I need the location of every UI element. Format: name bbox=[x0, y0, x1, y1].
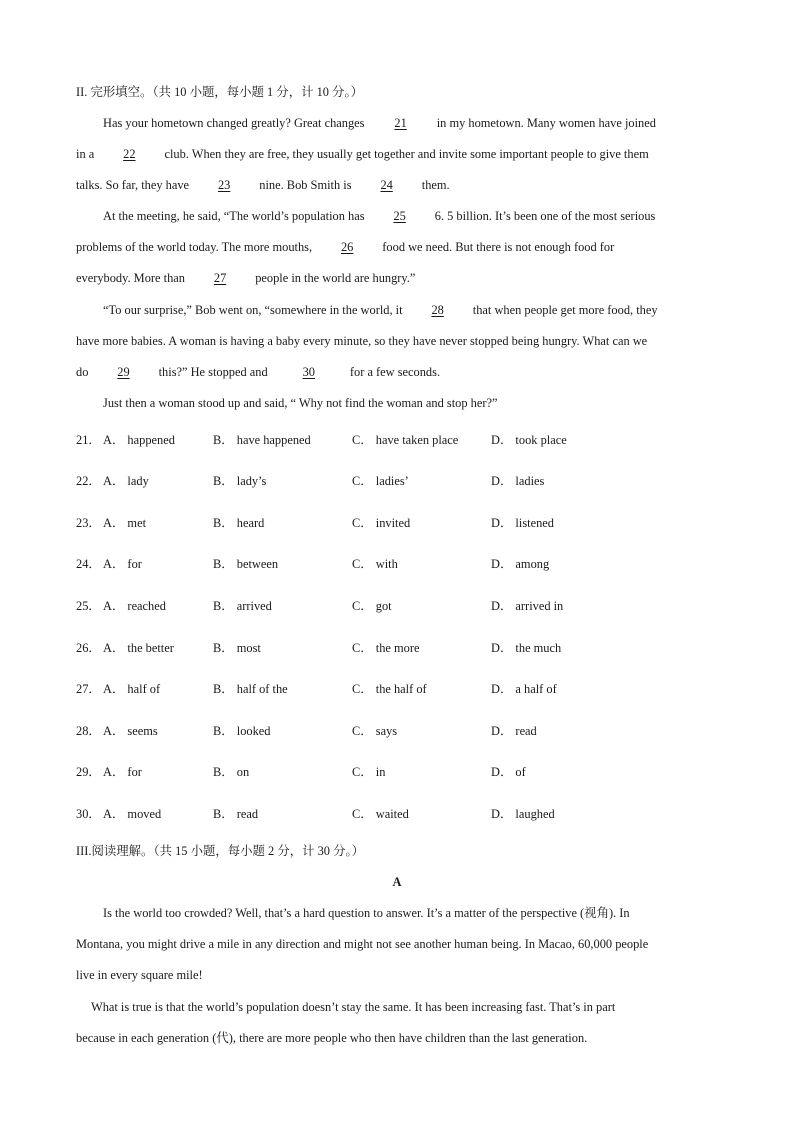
passage-line bbox=[76, 146, 718, 162]
passage-text: in a bbox=[76, 147, 95, 161]
passage-text: food we need. But there is not enough food for bbox=[382, 240, 615, 254]
passage-line bbox=[76, 364, 718, 380]
option-d[interactable]: D． the much bbox=[491, 641, 562, 655]
passage-text: At the meeting, he said, “The world’s population has bbox=[103, 209, 365, 223]
reading-line: Montana, you might drive a mile in any direction and might not see another human being. In Macao, 60,000 people bbox=[76, 937, 649, 951]
passage-text: for a few seconds. bbox=[349, 365, 441, 379]
option-d[interactable]: D． a half of bbox=[491, 682, 557, 696]
option-b[interactable]: B． between bbox=[213, 557, 279, 571]
option-b[interactable]: B． half of the bbox=[213, 682, 288, 696]
passage-text: this?” He stopped and bbox=[158, 365, 268, 379]
passage-text: do bbox=[76, 365, 89, 379]
passage-line bbox=[103, 115, 718, 131]
passage-text: “To our surprise,” Bob went on, “somewhere in the world, it bbox=[103, 303, 403, 317]
section-2-title: II. 完形填空。（共 10 小题，每小题 1 分，计 10 分。） bbox=[76, 85, 364, 99]
option-c[interactable]: C． ladies’ bbox=[352, 474, 409, 488]
passage-text: in my hometown. Many women have joined bbox=[436, 116, 656, 130]
passage-text: club. When they are free, they usually get together and invite some important people to give them bbox=[164, 147, 649, 161]
option-d[interactable]: D． listened bbox=[491, 516, 554, 530]
option-c[interactable]: C． invited bbox=[352, 516, 411, 530]
option-a[interactable]: A． seems bbox=[103, 724, 158, 738]
reading-line: because in each generation (代), there are more people who then have children than the last generation. bbox=[76, 1031, 588, 1045]
passage-line: have more babies. A woman is having a baby every minute, so they have never stopped being hungry. What can we bbox=[76, 334, 648, 348]
option-d[interactable]: D． among bbox=[491, 557, 550, 571]
blank-23: 23 bbox=[217, 178, 231, 192]
option-a[interactable]: A． reached bbox=[103, 599, 166, 613]
blank-24: 24 bbox=[380, 178, 393, 192]
passage-line bbox=[76, 270, 718, 286]
passage-text: them. bbox=[421, 178, 450, 192]
option-c[interactable]: C． in bbox=[352, 765, 386, 779]
passage-text: talks. So far, they have bbox=[76, 178, 190, 192]
blank-26: 26 bbox=[340, 240, 354, 254]
option-d[interactable]: D． laughed bbox=[491, 807, 555, 821]
option-a[interactable]: A． for bbox=[103, 765, 142, 779]
section-3-title: III.阅读理解。（共 15 小题，每小题 2 分，计 30 分。） bbox=[76, 844, 365, 858]
blank-30: 30 bbox=[302, 365, 315, 379]
option-c[interactable]: C． says bbox=[352, 724, 398, 738]
passage-line bbox=[103, 302, 718, 318]
option-a[interactable]: A． lady bbox=[103, 474, 149, 488]
option-c[interactable]: C． the more bbox=[352, 641, 420, 655]
option-a[interactable]: A． met bbox=[103, 516, 147, 530]
option-d[interactable]: D． read bbox=[491, 724, 537, 738]
question-number: 22． bbox=[76, 474, 101, 488]
option-b[interactable]: B． lady’s bbox=[213, 474, 267, 488]
passage-line bbox=[103, 208, 718, 224]
option-a[interactable]: A． for bbox=[103, 557, 142, 571]
passage-text: people in the world are hungry.” bbox=[255, 271, 416, 285]
passage-line bbox=[76, 177, 718, 193]
option-b[interactable]: B． have happened bbox=[213, 433, 311, 447]
option-c[interactable]: C． waited bbox=[352, 807, 409, 821]
passage-text: nine. Bob Smith is bbox=[259, 178, 352, 192]
question-number: 26． bbox=[76, 641, 101, 655]
passage-label: A bbox=[392, 875, 402, 889]
reading-line: Is the world too crowded? Well, that’s a hard question to answer. It’s a matter of the perspective (视角). In bbox=[103, 906, 630, 920]
question-number: 27． bbox=[76, 682, 101, 696]
passage-line: Just then a woman stood up and said, “ Why not find the woman and stop her?” bbox=[103, 396, 498, 410]
question-number: 28． bbox=[76, 724, 101, 738]
option-c[interactable]: C． with bbox=[352, 557, 398, 571]
blank-21: 21 bbox=[394, 116, 407, 130]
option-c[interactable]: C． got bbox=[352, 599, 392, 613]
blank-29: 29 bbox=[117, 365, 130, 379]
option-b[interactable]: B． arrived bbox=[213, 599, 272, 613]
option-d[interactable]: D． arrived in bbox=[491, 599, 564, 613]
passage-text: Has your hometown changed greatly? Great changes bbox=[103, 116, 365, 130]
passage-text: 6. 5 billion. It’s been one of the most serious bbox=[434, 209, 656, 223]
option-b[interactable]: B． most bbox=[213, 641, 261, 655]
option-a[interactable]: A． happened bbox=[103, 433, 175, 447]
question-number: 29． bbox=[76, 765, 101, 779]
passage-line bbox=[76, 239, 718, 255]
option-a[interactable]: A． half of bbox=[103, 682, 161, 696]
question-number: 25． bbox=[76, 599, 101, 613]
option-b[interactable]: B． on bbox=[213, 765, 250, 779]
reading-line: What is true is that the world’s population doesn’t stay the same. It has been increasing fast. That’s in part bbox=[91, 1000, 616, 1014]
passage-text: that when people get more food, they bbox=[472, 303, 658, 317]
option-d[interactable]: D． of bbox=[491, 765, 526, 779]
blank-25: 25 bbox=[393, 209, 406, 223]
question-number: 23． bbox=[76, 516, 101, 530]
option-b[interactable]: B． heard bbox=[213, 516, 265, 530]
option-a[interactable]: A． moved bbox=[103, 807, 162, 821]
option-d[interactable]: D． ladies bbox=[491, 474, 545, 488]
blank-27: 27 bbox=[213, 271, 227, 285]
option-b[interactable]: B． read bbox=[213, 807, 259, 821]
blank-28: 28 bbox=[431, 303, 444, 317]
passage-text: problems of the world today. The more mouths, bbox=[76, 240, 313, 254]
reading-line: live in every square mile! bbox=[76, 968, 203, 982]
option-a[interactable]: A． the better bbox=[103, 641, 174, 655]
option-b[interactable]: B． looked bbox=[213, 724, 271, 738]
option-d[interactable]: D． took place bbox=[491, 433, 567, 447]
question-number: 24． bbox=[76, 557, 101, 571]
passage-text: everybody. More than bbox=[76, 271, 185, 285]
option-c[interactable]: C． the half of bbox=[352, 682, 427, 696]
option-c[interactable]: C． have taken place bbox=[352, 433, 459, 447]
blank-22: 22 bbox=[123, 147, 136, 161]
question-number: 21． bbox=[76, 433, 101, 447]
question-number: 30． bbox=[76, 807, 101, 821]
